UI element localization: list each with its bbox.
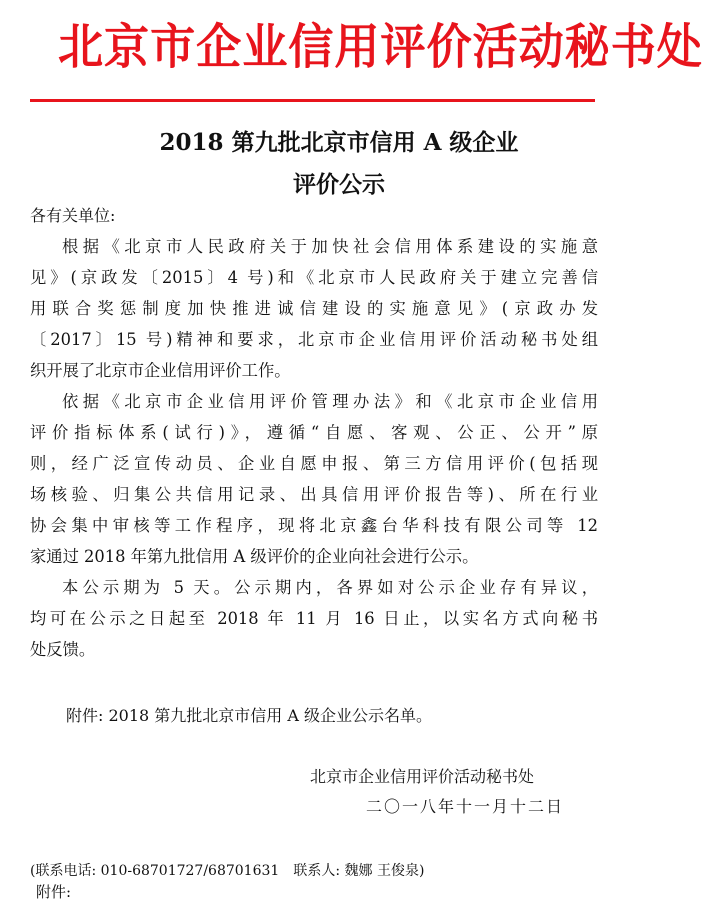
- document-title-line-2: 评价公示: [293, 171, 385, 198]
- letterhead-divider: [30, 99, 595, 102]
- attachment-note: 附件: 2018 第九批北京市信用 A 级企业公示名单。: [66, 706, 433, 725]
- paragraph-2-line: 评价指标体系(试行)》，遵循“自愿、客观、公正、公开”原: [30, 423, 598, 442]
- paragraph-1-line: 织开展了北京市企业信用评价工作。: [30, 361, 291, 380]
- letterhead-title: 北京市企业信用评价活动秘书处: [58, 19, 703, 75]
- paragraph-1-line: 见》(京政发〔2015〕4 号)和《北京市人民政府关于建立完善信: [30, 268, 598, 287]
- greeting: 各有关单位:: [30, 206, 116, 225]
- paragraph-3-line: 均可在公示之日起至 2018 年 11 月 16 日止，以实名方式向秘书: [30, 609, 598, 628]
- contact-phone: (联系电话: 010-68701727/68701631: [30, 863, 280, 879]
- paragraph-2-line: 协会集中审核等工作程序，现将北京鑫台华科技有限公司等 12: [30, 516, 598, 535]
- paragraph-1-line: 〔2017〕15 号)精神和要求，北京市企业信用评价活动秘书处组: [30, 330, 598, 349]
- signature-date: 二〇一八年十一月十二日: [366, 797, 565, 816]
- attachment-label-cut: 附件:: [36, 883, 72, 901]
- signature-organization: 北京市企业信用评价活动秘书处: [310, 767, 535, 786]
- paragraph-2-line: 则，经广泛宣传动员、企业自愿申报、第三方信用评价(包括现: [30, 454, 598, 473]
- paragraph-3-line: 处反馈。: [30, 640, 96, 659]
- paragraph-1-line: 根据《北京市人民政府关于加快社会信用体系建设的实施意: [62, 237, 598, 256]
- paragraph-1-line: 用联合奖惩制度加快推进诚信建设的实施意见》(京政办发: [30, 299, 598, 318]
- paragraph-2-line: 家通过 2018 年第九批信用 A 级评价的企业向社会进行公示。: [30, 547, 479, 566]
- paragraph-3-line: 本公示期为 5 天。公示期内，各界如对公示企业存有异议，: [62, 578, 598, 597]
- document-title-line-1: 2018 第九批北京市信用 A 级企业: [159, 129, 519, 156]
- paragraph-2-line: 场核验、归集公共信用记录、出具信用评价报告等)、所在行业: [30, 485, 598, 504]
- contact-info: [30, 862, 424, 880]
- paragraph-2-line: 依据《北京市企业信用评价管理办法》和《北京市企业信用: [62, 392, 598, 411]
- contact-people: 联系人: 魏娜 王俊泉): [293, 863, 425, 879]
